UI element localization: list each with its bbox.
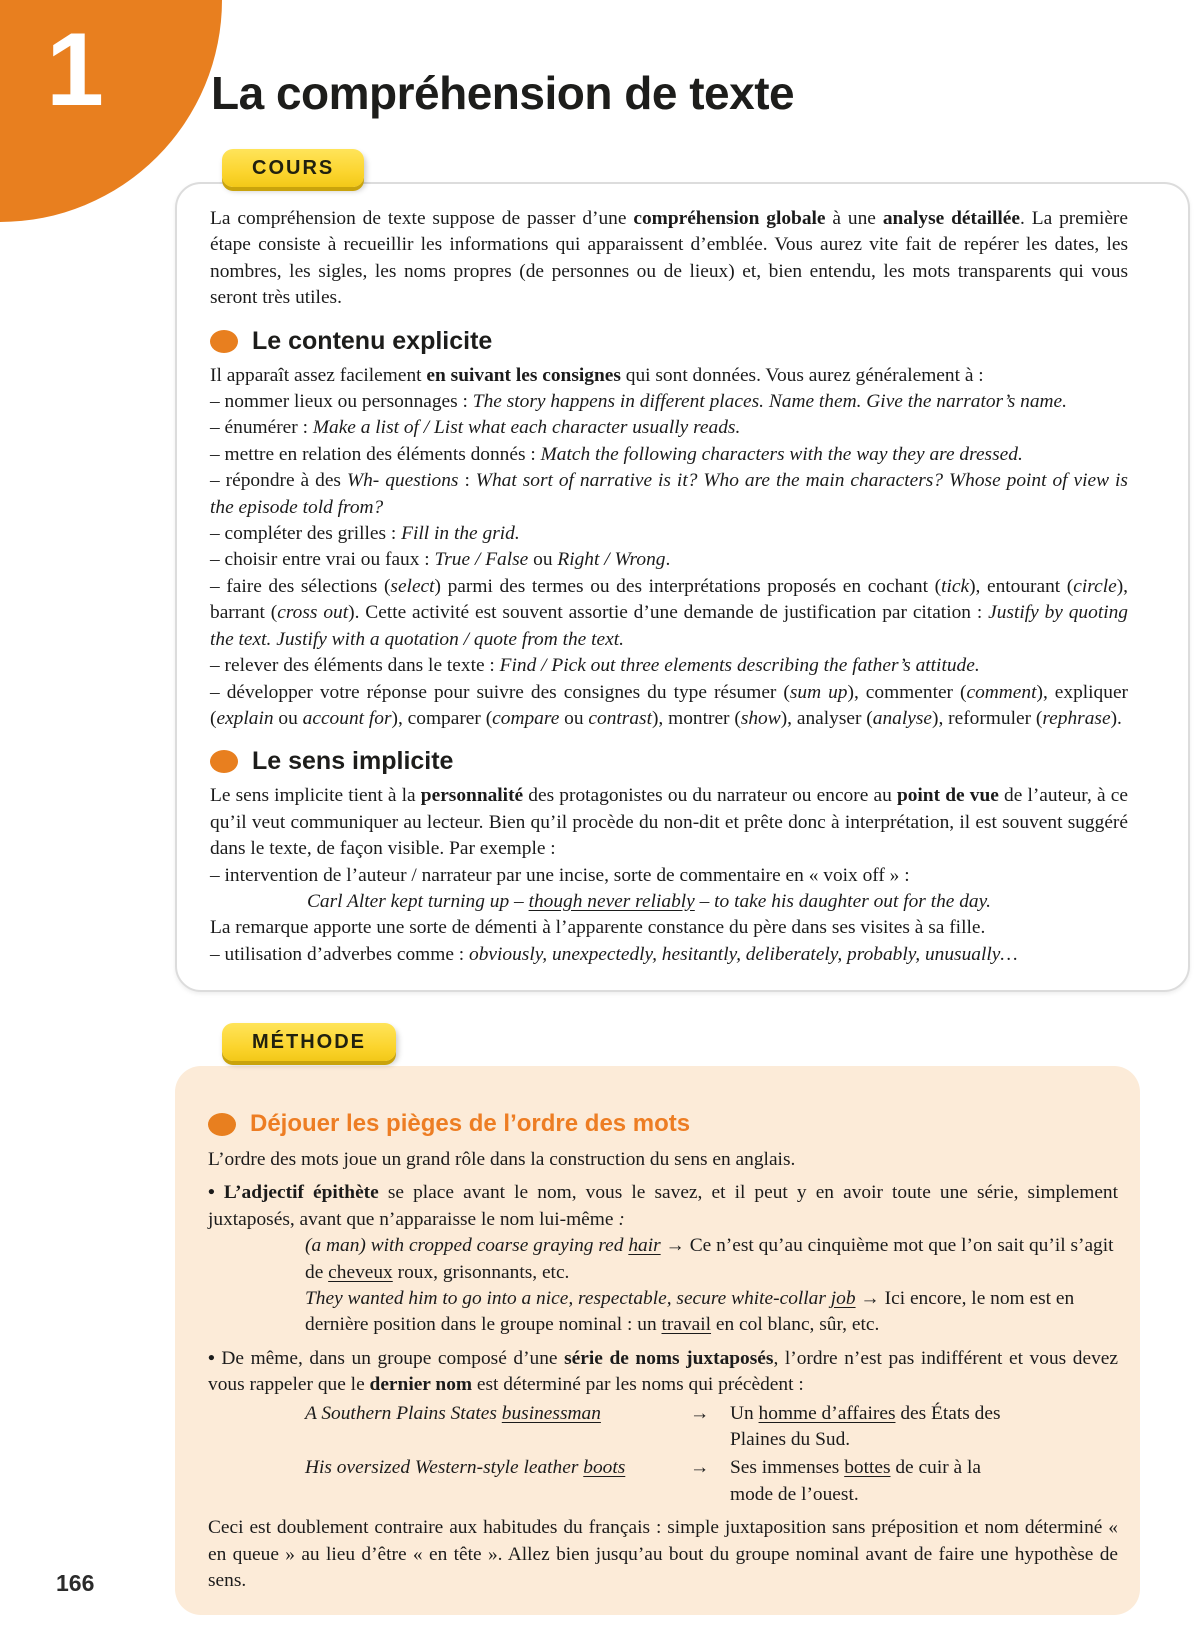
arrow-icon: → xyxy=(690,1402,710,1424)
implicit-item-adverbes: – utilisation d’adverbes comme : obviously, unexpectedly, hesitantly, deliberately, probably, unusually… xyxy=(210,943,1018,965)
cours-badge: COURS xyxy=(222,149,364,187)
page-number: 166 xyxy=(56,1570,95,1596)
implicit-item-incise: – intervention de l’auteur / narrateur par une incise, sorte de commentaire en « voix off » : xyxy=(210,864,910,886)
translation-row xyxy=(305,1455,1118,1508)
consigne-item: – faire des sélections (select) parmi des termes ou des interprétations proposés en cochant (tick), entourant (circle), barrant (cross out). Cette activité est souvent assortie d’une demande de justification par citation : Justify by quoting the text. Justify with a quotation / quote from the text. xyxy=(210,575,1128,650)
cours-intro-paragraph: La compréhension de texte suppose de passer d’une compréhension globale à une analyse détaillée. La première étape consiste à recueillir les informations qui apparaissent d’emblée. Vous aurez vite fait de repérer les dates, les nombres, les sigles, les noms propres (de personnes ou de lieux) et, bien entendu, les mots transparents qui vous seront très utiles. xyxy=(210,208,1128,309)
consigne-item: – mettre en relation des éléments donnés : Match the following characters with the way they are dressed. xyxy=(210,443,1023,465)
bullet-icon xyxy=(210,750,238,773)
translation-english: His oversized Western-style leather boots xyxy=(305,1457,626,1479)
methode-intro-paragraph: L’ordre des mots joue un grand rôle dans la construction du sens en anglais. xyxy=(208,1149,796,1170)
translation-english: A Southern Plains States businessman xyxy=(305,1402,601,1424)
methode-heading-label: Déjouer les pièges de l’ordre des mots xyxy=(250,1110,691,1137)
example-quote: Carl Alter kept turning up – though never reliably – to take his daughter out for the day. xyxy=(307,890,991,912)
translation-french: Un homme d’affaires des États des Plaines du Sud. xyxy=(730,1402,1001,1451)
consigne-item: – développer votre réponse pour suivre des consignes du type résumer (sum up), commenter (comment), expliquer (explain ou account for), comparer (compare ou contrast), montrer (show), analyser (analyse), reformuler (rephrase). xyxy=(210,681,1129,729)
methode-closing-paragraph: Ceci est doublement contraire aux habitudes du français : simple juxtaposition sans préposition et nom déterminé « en queue » au lieu d’être « en tête ». Allez bien jusqu’au bout du groupe nominal avant de faire une hypothèse de sens. xyxy=(208,1517,1118,1592)
arrow-icon: → xyxy=(690,1457,710,1479)
consigne-item: – répondre à des Wh- questions : What sort of narrative is it? Who are the main characters? Whose point of view is the episode told from? xyxy=(210,470,1128,518)
section-heading-sens-implicite xyxy=(210,747,1128,776)
example-job: They wanted him to go into a nice, respectable, secure white-collar job → Ici encore, le nom est en dernière position dans le groupe nominal : un travail en col blanc, sûr, etc. xyxy=(305,1288,1075,1336)
section-heading-label: Le sens implicite xyxy=(252,747,454,776)
bullet-icon xyxy=(210,330,238,353)
implicit-remark: La remarque apporte une sorte de démenti à l’apparente constance du père dans ses visites à sa fille. xyxy=(210,917,986,939)
page-title: La compréhension de texte xyxy=(211,67,795,119)
adjective-point-paragraph: • L’adjectif épithète se place avant le nom, vous le savez, et il peut y en avoir toute une série, simplement juxtaposés, avant que n’apparaisse le nom lui-même : xyxy=(208,1182,1119,1230)
methode-badge: MÉTHODE xyxy=(222,1023,396,1061)
section-heading-label: Le contenu explicite xyxy=(252,326,493,355)
example-hair: (a man) with cropped coarse graying red hair → Ce n’est qu’au cinquième mot que l’on sait qu’il s’agit de cheveux roux, grisonnants, etc. xyxy=(305,1235,1114,1283)
consigne-item: – compléter des grilles : Fill in the grid. xyxy=(210,523,520,545)
implicit-lead-paragraph: Le sens implicite tient à la personnalité des protagonistes ou du narrateur ou encore au point de vue de l’auteur, à ce qu’il veut communiquer au lecteur. Bien qu’il procède du non-dit et prête donc à interprétation, il est souvent suggéré dans le texte, de façon visible. Par exemple : xyxy=(210,785,1128,860)
chapter-number: 1 xyxy=(46,12,104,128)
bullet-icon xyxy=(208,1113,236,1136)
translation-row xyxy=(305,1401,1118,1454)
consigne-item: – choisir entre vrai ou faux : True / False ou Right / Wrong. xyxy=(210,549,671,571)
section-heading-contenu-explicite xyxy=(210,327,1128,356)
consigne-item: – relever des éléments dans le texte : Find / Pick out three elements describing the father’s attitude. xyxy=(210,655,980,677)
nouns-point-paragraph: • De même, dans un groupe composé d’une série de noms juxtaposés, l’ordre n’est pas indifférent et vous devez vous rappeler que le dernier nom est déterminé par les noms qui précèdent : xyxy=(208,1347,1118,1396)
methode-heading xyxy=(208,1110,1118,1138)
cours-card xyxy=(175,182,1190,992)
consigne-item: – énumérer : Make a list of / List what each character usually reads. xyxy=(210,417,741,439)
explicit-lead-paragraph: Il apparaît assez facilement en suivant les consignes qui sont données. Vous aurez généralement à : xyxy=(210,364,984,386)
consigne-item: – nommer lieux ou personnages : The story happens in different places. Name them. Give the narrator’s name. xyxy=(210,391,1068,413)
translation-french: Ses immenses bottes de cuir à la mode de l’ouest. xyxy=(730,1457,981,1505)
methode-card xyxy=(175,1066,1140,1615)
